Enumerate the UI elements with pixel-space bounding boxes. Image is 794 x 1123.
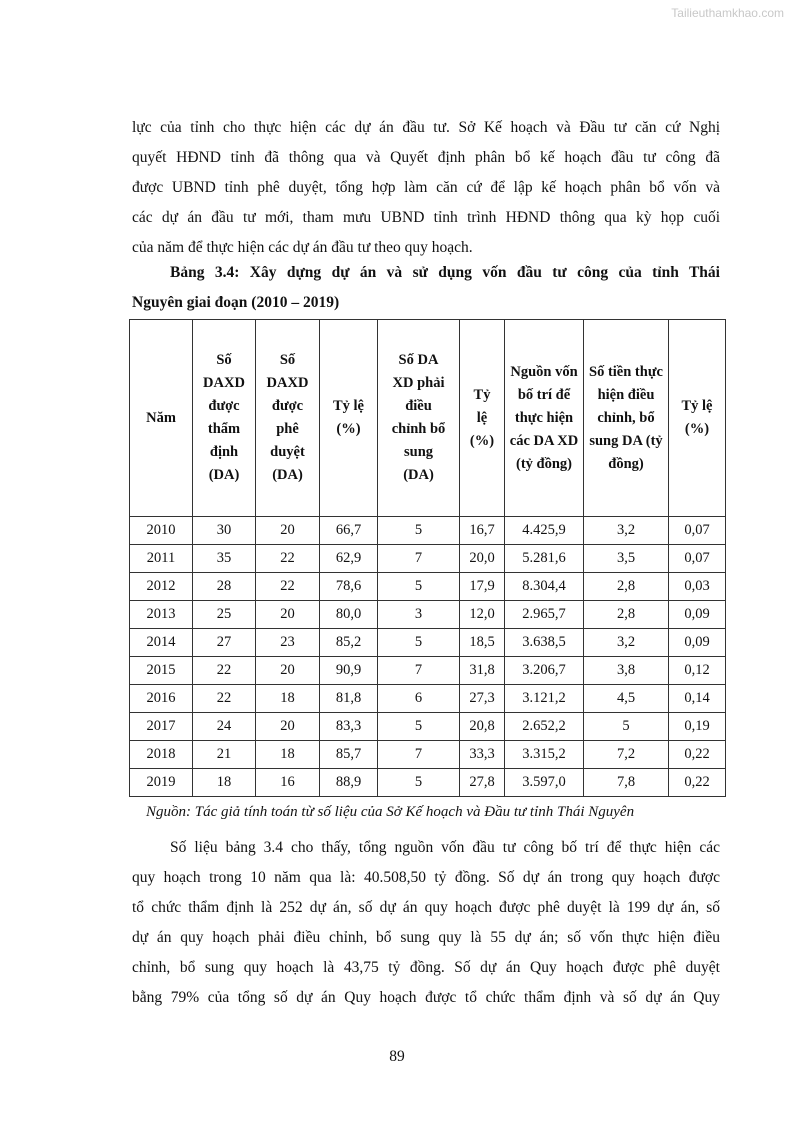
table-cell: 2,8 bbox=[584, 573, 669, 601]
table-cell: 78,6 bbox=[320, 573, 378, 601]
table-cell: 22 bbox=[256, 573, 320, 601]
paragraph-line: dự án quy hoạch phải điều chỉnh, bổ sung quy là 55 dự án; số vốn thực hiện điều bbox=[132, 929, 720, 946]
header-adjust-amount: Số tiền thực hiện điều chỉnh, bổ sung DA (tỷ đồng) bbox=[584, 320, 669, 517]
table-cell: 21 bbox=[193, 741, 256, 769]
table-cell: 7,2 bbox=[584, 741, 669, 769]
table-cell: 22 bbox=[193, 657, 256, 685]
table-cell: 2012 bbox=[130, 573, 193, 601]
table-cell: 2011 bbox=[130, 545, 193, 573]
table-cell: 2015 bbox=[130, 657, 193, 685]
table-cell: 20 bbox=[256, 601, 320, 629]
table-cell: 27,3 bbox=[460, 685, 505, 713]
table-row bbox=[130, 685, 726, 713]
table-cell: 5 bbox=[378, 629, 460, 657]
table-cell: 20 bbox=[256, 517, 320, 545]
table-cell: 0,14 bbox=[669, 685, 726, 713]
table-cell: 31,8 bbox=[460, 657, 505, 685]
table-cell: 16 bbox=[256, 769, 320, 797]
table-cell: 3.597,0 bbox=[505, 769, 584, 797]
table-cell: 2.652,2 bbox=[505, 713, 584, 741]
table-cell: 33,3 bbox=[460, 741, 505, 769]
table-cell: 3,2 bbox=[584, 629, 669, 657]
caption-line-1: Bảng 3.4: Xây dựng dự án và sử dụng vốn đầu tư công của tỉnh Thái bbox=[170, 264, 720, 281]
table-cell: 28 bbox=[193, 573, 256, 601]
table-cell: 3.315,2 bbox=[505, 741, 584, 769]
table-cell: 4.425,9 bbox=[505, 517, 584, 545]
header-ratio-2: Tỷ lệ (%) bbox=[460, 320, 505, 517]
table-cell: 66,7 bbox=[320, 517, 378, 545]
table-cell: 0,09 bbox=[669, 629, 726, 657]
table-cell: 25 bbox=[193, 601, 256, 629]
table-cell: 2010 bbox=[130, 517, 193, 545]
paragraph-line: các dự án đầu tư mới, tham mưu UBND tỉnh trình HĐND thông qua kỳ họp cuối bbox=[132, 209, 720, 226]
data-table bbox=[129, 319, 726, 797]
table-cell: 27,8 bbox=[460, 769, 505, 797]
paragraph-line: được UBND tỉnh phê duyệt, tổng hợp làm căn cứ để lập kế hoạch phân bổ vốn và bbox=[132, 179, 720, 196]
table-cell: 22 bbox=[256, 545, 320, 573]
paragraph-1 bbox=[132, 113, 720, 263]
table-cell: 85,2 bbox=[320, 629, 378, 657]
header-capital: Nguồn vốn bố trí để thực hiện các DA XD (tỷ đồng) bbox=[505, 320, 584, 517]
table-caption bbox=[132, 258, 720, 318]
table-cell: 2016 bbox=[130, 685, 193, 713]
table-cell: 81,8 bbox=[320, 685, 378, 713]
table-cell: 0,07 bbox=[669, 545, 726, 573]
header-adjusted: Số DA XD phải điều chỉnh bổ sung (DA) bbox=[378, 320, 460, 517]
table-cell: 12,0 bbox=[460, 601, 505, 629]
table-cell: 18,5 bbox=[460, 629, 505, 657]
table-cell: 85,7 bbox=[320, 741, 378, 769]
paragraph-line: chỉnh, bổ sung quy hoạch là 43,75 tỷ đồng. Số dự án Quy hoạch được phê duyệt bbox=[132, 959, 720, 976]
table-cell: 0,19 bbox=[669, 713, 726, 741]
table-cell: 30 bbox=[193, 517, 256, 545]
table-cell: 4,5 bbox=[584, 685, 669, 713]
table-cell: 5.281,6 bbox=[505, 545, 584, 573]
table-cell: 3,5 bbox=[584, 545, 669, 573]
table-cell: 3,8 bbox=[584, 657, 669, 685]
table-row bbox=[130, 741, 726, 769]
table-cell: 17,9 bbox=[460, 573, 505, 601]
table-cell: 2019 bbox=[130, 769, 193, 797]
table-cell: 20 bbox=[256, 713, 320, 741]
header-year: Năm bbox=[130, 320, 193, 517]
table-cell: 18 bbox=[256, 685, 320, 713]
table-cell: 3.206,7 bbox=[505, 657, 584, 685]
table-row bbox=[130, 545, 726, 573]
paragraph-line: Số liệu bảng 3.4 cho thấy, tổng nguồn vốn đầu tư công bố trí để thực hiện các bbox=[170, 839, 720, 856]
table-cell: 80,0 bbox=[320, 601, 378, 629]
table-cell: 8.304,4 bbox=[505, 573, 584, 601]
paragraph-line: quyết HĐND tỉnh đã thông qua và Quyết định phân bổ kế hoạch đầu tư công đã bbox=[132, 149, 720, 166]
table-row bbox=[130, 713, 726, 741]
table-cell: 3.638,5 bbox=[505, 629, 584, 657]
table-cell: 2.965,7 bbox=[505, 601, 584, 629]
table-cell: 0,09 bbox=[669, 601, 726, 629]
table-cell: 18 bbox=[193, 769, 256, 797]
table-cell: 22 bbox=[193, 685, 256, 713]
table-cell: 2017 bbox=[130, 713, 193, 741]
table-header-row bbox=[130, 320, 726, 517]
table-cell: 5 bbox=[584, 713, 669, 741]
table-cell: 0,22 bbox=[669, 769, 726, 797]
table-row bbox=[130, 517, 726, 545]
paragraph-line: bằng 79% của tổng số dự án Quy hoạch được tổ chức thẩm định và số dự án Quy bbox=[132, 989, 720, 1006]
table-cell: 0,12 bbox=[669, 657, 726, 685]
watermark: Tailieuthamkhao.com bbox=[671, 6, 784, 20]
paragraph-2 bbox=[132, 833, 720, 1013]
table-cell: 90,9 bbox=[320, 657, 378, 685]
table-cell: 2018 bbox=[130, 741, 193, 769]
table-cell: 7 bbox=[378, 741, 460, 769]
table-cell: 83,3 bbox=[320, 713, 378, 741]
header-appraised: Số DAXD được thẩm định (DA) bbox=[193, 320, 256, 517]
table-cell: 5 bbox=[378, 573, 460, 601]
table-cell: 2014 bbox=[130, 629, 193, 657]
table-cell: 6 bbox=[378, 685, 460, 713]
table-cell: 16,7 bbox=[460, 517, 505, 545]
paragraph-line: lực của tỉnh cho thực hiện các dự án đầu tư. Sở Kế hoạch và Đầu tư căn cứ Nghị bbox=[132, 119, 720, 136]
table-cell: 5 bbox=[378, 517, 460, 545]
table-cell: 20 bbox=[256, 657, 320, 685]
table-cell: 7 bbox=[378, 657, 460, 685]
table-cell: 20,0 bbox=[460, 545, 505, 573]
table-cell: 20,8 bbox=[460, 713, 505, 741]
table-cell: 88,9 bbox=[320, 769, 378, 797]
table-row bbox=[130, 769, 726, 797]
table-row bbox=[130, 657, 726, 685]
table-row bbox=[130, 601, 726, 629]
table-cell: 2,8 bbox=[584, 601, 669, 629]
paragraph-line: quy hoạch trong 10 năm qua là: 40.508,50 tỷ đồng. Số dự án trong quy hoạch được bbox=[132, 869, 720, 886]
table-cell: 18 bbox=[256, 741, 320, 769]
table-cell: 3 bbox=[378, 601, 460, 629]
table-cell: 24 bbox=[193, 713, 256, 741]
table-cell: 5 bbox=[378, 713, 460, 741]
table-source-note: Nguồn: Tác giả tính toán từ số liệu của Sở Kế hoạch và Đầu tư tỉnh Thái Nguyên bbox=[146, 804, 635, 820]
header-approved: Số DAXD được phê duyệt (DA) bbox=[256, 320, 320, 517]
table-cell: 3.121,2 bbox=[505, 685, 584, 713]
table-cell: 0,07 bbox=[669, 517, 726, 545]
table-cell: 27 bbox=[193, 629, 256, 657]
caption-line-2: Nguyên giai đoạn (2010 – 2019) bbox=[132, 294, 340, 311]
table-cell: 0,22 bbox=[669, 741, 726, 769]
table-cell: 7,8 bbox=[584, 769, 669, 797]
header-ratio-3: Tỷ lệ (%) bbox=[669, 320, 726, 517]
table-cell: 5 bbox=[378, 769, 460, 797]
table-cell: 7 bbox=[378, 545, 460, 573]
table-cell: 0,03 bbox=[669, 573, 726, 601]
paragraph-line: của năm để thực hiện các dự án đầu tư theo quy hoạch. bbox=[132, 239, 473, 256]
paragraph-line: tổ chức thẩm định là 252 dự án, số dự án quy hoạch được phê duyệt là 199 dự án, số bbox=[132, 899, 720, 916]
header-ratio-1: Tỷ lệ (%) bbox=[320, 320, 378, 517]
table-row bbox=[130, 629, 726, 657]
table-row bbox=[130, 573, 726, 601]
table-cell: 3,2 bbox=[584, 517, 669, 545]
table-cell: 2013 bbox=[130, 601, 193, 629]
page-number: 89 bbox=[389, 1048, 405, 1065]
table-cell: 62,9 bbox=[320, 545, 378, 573]
table-cell: 23 bbox=[256, 629, 320, 657]
table-cell: 35 bbox=[193, 545, 256, 573]
